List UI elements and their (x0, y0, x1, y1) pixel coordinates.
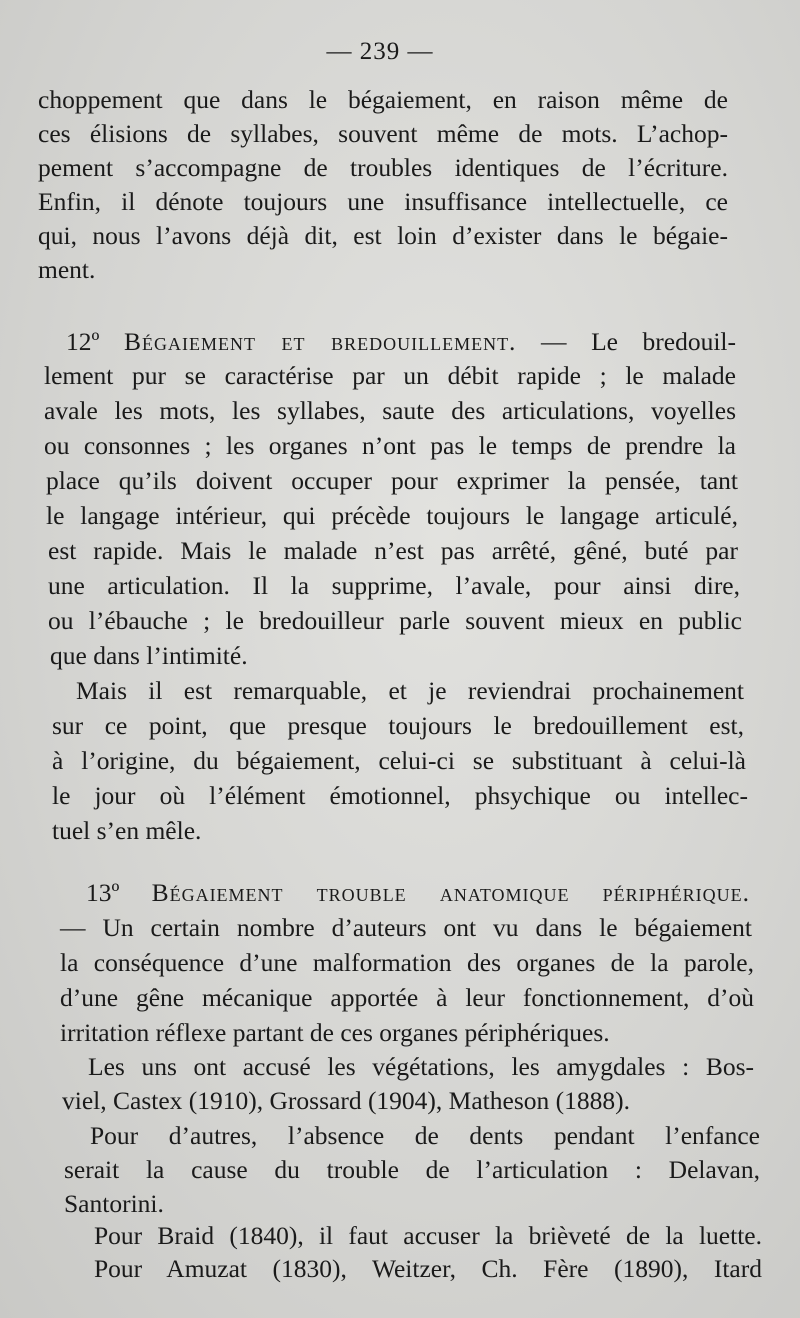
text-line: est rapide. Mais le malade n’est pas arrêté, gêné, buté par (48, 536, 738, 565)
text-fragment: — Le bredouil- (541, 327, 736, 356)
section-heading: Bégaiement trouble anatomique périphérique. (151, 878, 750, 907)
text-line: une articulation. Il la supprime, l’avale, pour ainsi dire, (48, 571, 740, 600)
text-line: — Un certain nombre d’auteurs ont vu dans le bégaiement (60, 913, 752, 942)
text-line: sur ce point, que presque toujours le bredouillement est, (52, 711, 744, 740)
text-line: Pour Braid (1840), il faut accuser la brièveté de la luette. (94, 1221, 762, 1250)
text-line: irritation réflexe partant de ces organes périphériques. (60, 1018, 610, 1047)
text-line: d’une gêne mécanique apportée à leur fonctionnement, d’où (60, 983, 754, 1012)
text-line: choppement que dans le bégaiement, en raison même de (38, 85, 728, 114)
text-line: serait la cause du trouble de l’articulation : Delavan, (64, 1155, 760, 1184)
text-line: le langage intérieur, qui précède toujours le langage articulé, (46, 501, 738, 530)
text-line: Pour Amuzat (1830), Weitzer, Ch. Fère (1890), Itard (94, 1254, 762, 1283)
section-heading-line (66, 326, 736, 358)
text-line: pement s’accompagne de troubles identiques de l’écriture. (38, 153, 728, 182)
text-line: Enfin, il dénote toujours une insuffisance intellectuelle, ce (38, 187, 728, 216)
text-line: ces élisions de syllabes, souvent même de mots. L’achop- (38, 119, 728, 148)
text-line: lement pur se caractérise par un débit rapide ; le malade (44, 361, 736, 390)
text-line: Les uns ont accusé les végétations, les amygdales : Bos- (88, 1052, 754, 1081)
text-line: qui, nous l’avons déjà dit, est loin d’exister dans le bégaie- (38, 221, 728, 250)
text-line: ment. (38, 255, 96, 284)
text-line: Pour d’autres, l’absence de dents pendant l’enfance (90, 1121, 760, 1150)
section-number: 13º (86, 878, 120, 907)
text-line: à l’origine, du bégaiement, celui-ci se substituant à celui-là (52, 746, 746, 775)
text-line: ou consonnes ; les organes n’ont pas le temps de prendre la (44, 431, 736, 460)
text-line: tuel s’en mêle. (52, 816, 202, 845)
section-number: 12º (66, 327, 100, 356)
text-line: Mais il est remarquable, et je reviendrai prochainement (76, 676, 744, 705)
text-line: le jour où l’élément émotionnel, phsychique ou intellec- (52, 781, 748, 810)
text-line: avale les mots, les syllabes, saute des articulations, voyelles (44, 396, 736, 425)
text-line: place qu’ils doivent occuper pour exprimer la pensée, tant (46, 466, 738, 495)
section-heading-line (86, 877, 750, 909)
text-line: Santorini. (64, 1189, 164, 1218)
text-line: la conséquence d’une malformation des organes de la parole, (60, 948, 754, 977)
page-number: — 239 — (326, 38, 434, 65)
section-heading: Bégaiement et bredouillement. (123, 327, 517, 356)
text-line: ou l’ébauche ; le bredouilleur parle souvent mieux en public (48, 606, 742, 635)
text-line: viel, Castex (1910), Grossard (1904), Matheson (1888). (62, 1086, 630, 1115)
text-line: que dans l’intimité. (50, 641, 248, 670)
